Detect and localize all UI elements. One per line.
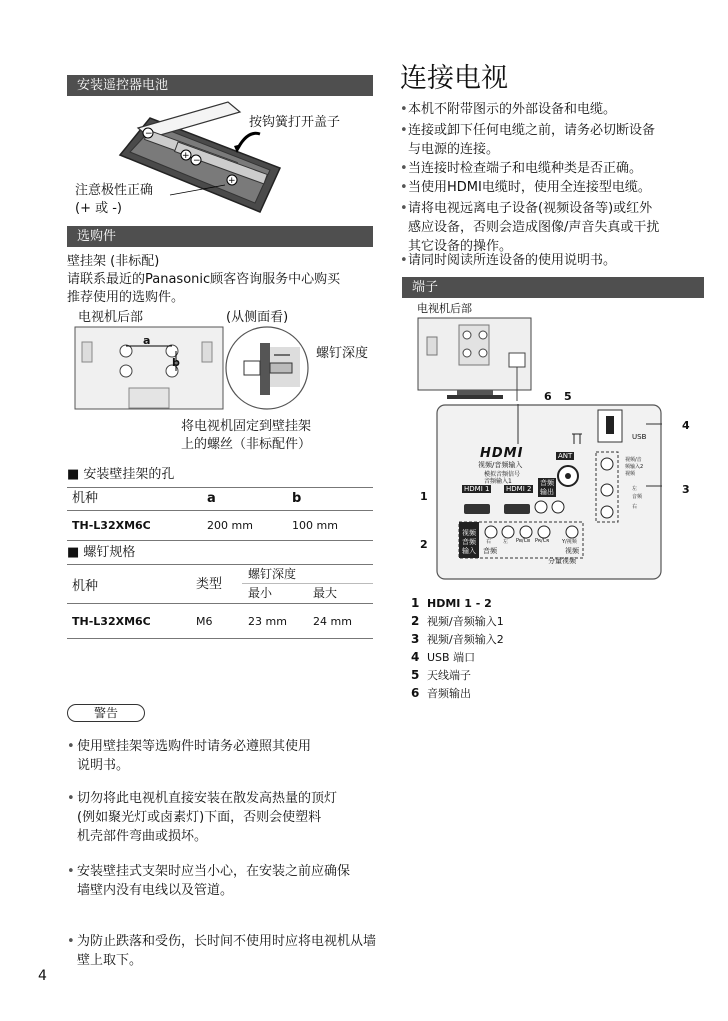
screw-table-title: ■ 螺钉规格 xyxy=(67,545,136,560)
battery-open-cover-callout: 按钩簧打开盖子 xyxy=(249,115,341,130)
note-5: • 请将电视远离电子设备(视频设备等)或红外 感应设备，否则会造成图像/声音失真或干扰 其它设备的操作。 xyxy=(400,199,710,256)
hdmi-subtitle: 视频/音频输入 xyxy=(478,461,523,469)
video-label: 视频 xyxy=(565,547,579,555)
options-section-header: 选购件 xyxy=(67,226,373,247)
screw-table-header-model: 机种 xyxy=(72,579,99,594)
av1-bottom-label: 音频 xyxy=(483,547,497,555)
av2-label-2: 频输入2 xyxy=(625,464,644,470)
holes-table-header-model: 机种 xyxy=(72,491,99,506)
av1-label-3: 输入 xyxy=(462,547,476,555)
tv-rear-thumbnail xyxy=(417,317,532,401)
warning-label: 警告 xyxy=(67,704,145,722)
battery-polarity-callout-line1: 注意极性正确 xyxy=(75,183,154,198)
callout-6: 6 xyxy=(544,390,552,403)
legend-row-3: 3 视频/音频输入2 xyxy=(411,632,504,646)
holes-table-cell-b: 100 mm xyxy=(292,519,338,532)
jack-pb-label: Pʙ/Cʙ xyxy=(516,538,530,544)
callout-4: 4 xyxy=(682,419,690,432)
callout-2: 2 xyxy=(420,538,428,551)
wall-bracket-desc-line2: 推荐使用的选购件。 xyxy=(67,290,185,305)
tv-rear-label: 电视机后部 xyxy=(78,310,144,325)
screw-caption-line1: 将电视机固定到壁挂架 xyxy=(181,419,312,434)
hdmi-port-caption-line1: 模拟音频信号 xyxy=(484,471,521,478)
terminals-tv-rear-label: 电视机后部 xyxy=(417,302,472,315)
av2-right-label: 右 xyxy=(632,504,638,510)
svg-text:+: + xyxy=(182,151,190,161)
screw-table-cell-model: TH-L32XM6C xyxy=(72,615,151,628)
side-view-label: (从侧面看) xyxy=(226,310,289,325)
jack-y-label: Y/视频 xyxy=(562,539,577,545)
ant-label: ANT xyxy=(558,452,573,460)
warning-item-3: • 安装壁挂式支架时应当小心，在安装之前应确保 墙壁内没有电线以及管道。 xyxy=(67,862,392,900)
warning-item-4: • 为防止跌落和受伤，长时间不使用时应将电视机从墙 壁上取下。 xyxy=(67,932,392,970)
hdmi-logo: HDMI xyxy=(480,446,524,461)
legend-row-1: 1 HDMI 1 - 2 xyxy=(411,596,492,610)
svg-text:−: − xyxy=(193,156,201,166)
hdmi1-port-label: HDMI 1 xyxy=(464,485,490,493)
usb-label: USB xyxy=(632,433,647,441)
screw-table-header-min: 最小 xyxy=(248,586,273,600)
screw-table-header-max: 最大 xyxy=(313,586,338,600)
battery-polarity-callout-line2: (+ 或 -) xyxy=(75,201,122,216)
screw-table-cell-min: 23 mm xyxy=(248,615,287,628)
note-6: • 请同时阅读所连设备的使用说明书。 xyxy=(400,251,710,270)
screw-table-header-type: 类型 xyxy=(196,577,223,592)
legend-row-5: 5 天线端子 xyxy=(411,668,471,682)
note-4: • 当使用HDMI电缆时，使用全连接型电缆。 xyxy=(400,178,710,197)
screw-table-cell-type: M6 xyxy=(196,615,213,628)
holes-table-cell-model: TH-L32XM6C xyxy=(72,519,151,532)
holes-table-header-b: b xyxy=(292,491,302,506)
callout-1: 1 xyxy=(420,490,428,503)
legend-row-4: 4 USB 端口 xyxy=(411,650,476,664)
wall-bracket-title: 壁挂架 (非标配) xyxy=(67,254,160,269)
jack-r-label: 右 xyxy=(486,539,492,545)
audio-out-label-2: 输出 xyxy=(540,488,554,496)
holes-table-cell-a: 200 mm xyxy=(207,519,253,532)
page-title: 连接电视 xyxy=(400,63,508,94)
legend-row-6: 6 音频输出 xyxy=(411,686,471,700)
legend-row-2: 2 视频/音频输入1 xyxy=(411,614,504,628)
screw-caption-line2: 上的螺丝（非标配件） xyxy=(181,437,312,452)
page-number: 4 xyxy=(38,968,47,984)
av1-label-1: 视频 xyxy=(462,529,476,537)
holes-table-header-a: a xyxy=(207,491,216,506)
av2-label-3: 视频 xyxy=(625,471,636,477)
dimension-b-label: b xyxy=(172,356,180,369)
note-1: • 本机不附带图示的外部设备和电缆。 xyxy=(400,100,710,119)
jack-l-label: 左 xyxy=(503,539,509,545)
screw-table-cell-max: 24 mm xyxy=(313,615,352,628)
note-3: • 当连接时检查端子和电缆种类是否正确。 xyxy=(400,159,710,178)
av2-audio-label: 音频 xyxy=(632,494,643,500)
wall-bracket-desc-line1: 请联系最近的Panasonic顾客咨询服务中心购买 xyxy=(67,272,341,287)
audio-out-label-1: 音频 xyxy=(540,479,554,487)
jack-pr-label: Pʀ/Cʀ xyxy=(535,538,550,544)
dimension-a-label: a xyxy=(143,334,151,347)
av2-label-1: 视频/音 xyxy=(625,457,642,463)
hdmi-port-caption-line2: 音频输入1 xyxy=(484,478,512,485)
svg-text:−: − xyxy=(145,129,153,139)
callout-5: 5 xyxy=(564,390,572,403)
hdmi2-port-label: HDMI 2 xyxy=(506,485,532,493)
av2-left-label: 左 xyxy=(632,486,638,492)
av1-label-2: 音频 xyxy=(462,538,476,546)
screw-depth-label: 螺钉深度 xyxy=(316,346,369,361)
screw-table-header-depth: 螺钉深度 xyxy=(248,567,297,581)
holes-table-title: ■ 安装壁挂架的孔 xyxy=(67,467,175,482)
terminals-section-header: 端子 xyxy=(402,277,704,298)
screw-side-view-diagram xyxy=(224,325,310,411)
warning-item-2: • 切勿将此电视机直接安装在散发高热量的顶灯 (例如聚光灯或卤素灯)下面，否则会使塑料 机壳部件弯曲或损坏。 xyxy=(67,789,387,846)
warning-item-1: • 使用壁挂架等选购件时请务必遵照其使用 说明书。 xyxy=(67,737,387,775)
battery-section-header: 安装遥控器电池 xyxy=(67,75,373,96)
component-video-label: 分量视频 xyxy=(548,557,576,565)
note-2: • 连接或卸下任何电缆之前，请务必切断设备 与电源的连接。 xyxy=(400,121,710,159)
svg-text:+: + xyxy=(228,176,236,186)
callout-3: 3 xyxy=(682,483,690,496)
